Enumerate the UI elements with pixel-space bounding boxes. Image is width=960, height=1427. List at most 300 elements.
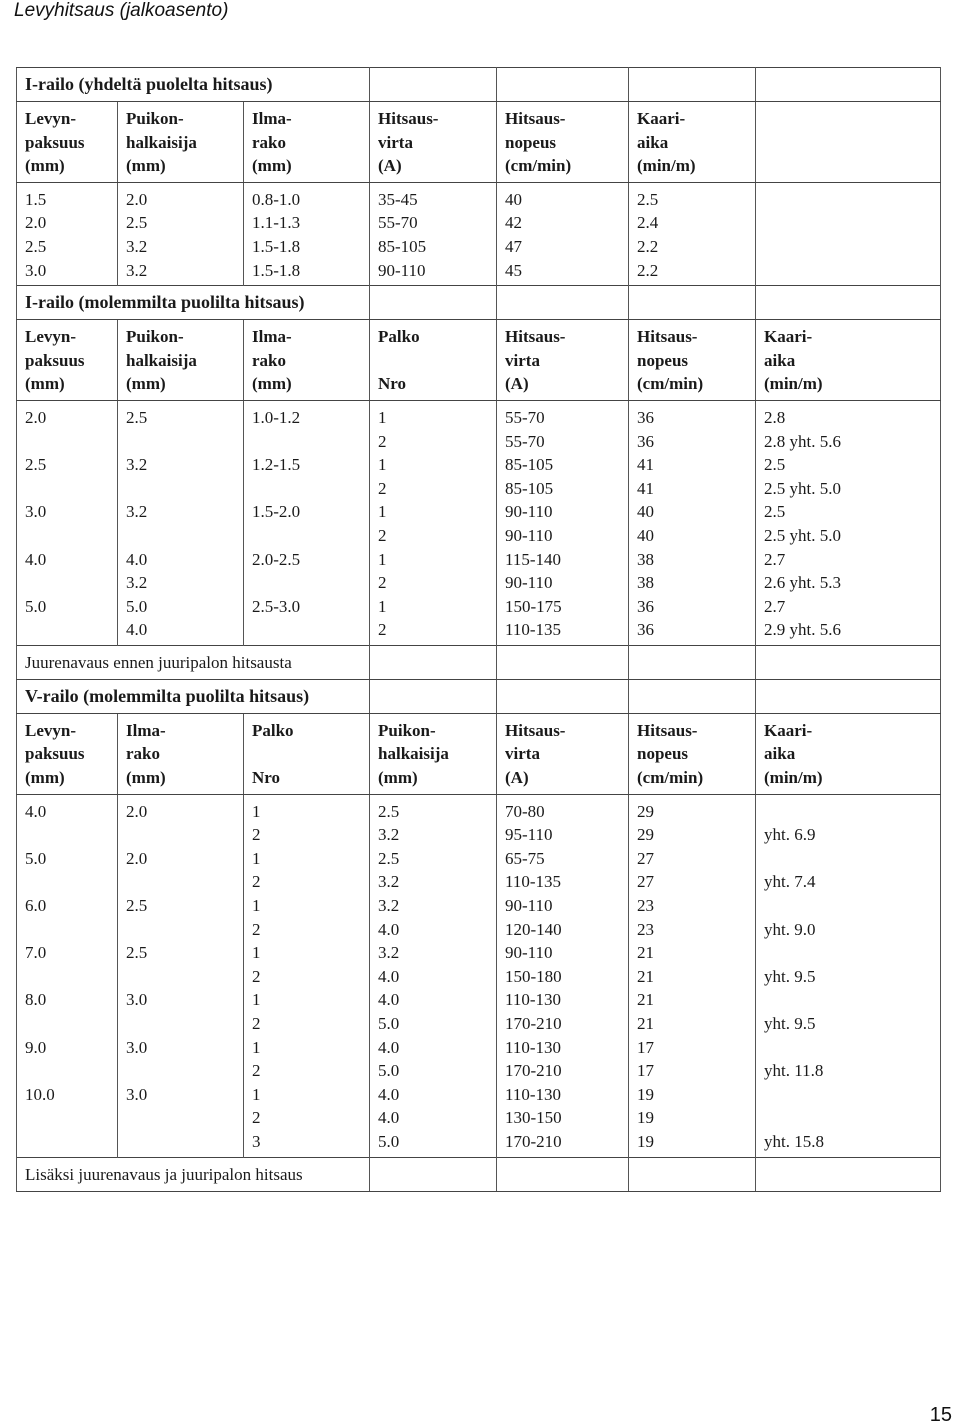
data-cell: 1.5-1.8 bbox=[252, 236, 301, 256]
data-cell: 4.0 bbox=[25, 801, 47, 821]
data-cell bbox=[126, 477, 235, 501]
data-cell: 7.0 bbox=[25, 943, 47, 963]
column-header-line: rako bbox=[252, 350, 286, 370]
page-number: 15 bbox=[929, 1404, 952, 1426]
data-cell: 2.5 bbox=[637, 189, 659, 209]
data-cell: yht. 11.8 bbox=[764, 1061, 824, 1081]
column-header-line: aika bbox=[637, 132, 669, 152]
data-cell bbox=[25, 1130, 109, 1154]
data-cell bbox=[764, 1083, 932, 1107]
data-cell: 23 bbox=[637, 896, 655, 916]
column-header-line: (min/m) bbox=[637, 156, 696, 176]
column-header-line: Ilma- bbox=[252, 109, 292, 128]
data-cell bbox=[25, 524, 109, 548]
data-cell: 2.9 yht. 5.6 bbox=[764, 620, 841, 640]
data-cell: 70-80 bbox=[505, 801, 545, 821]
data-cell: 1 bbox=[252, 896, 261, 916]
column-header bbox=[118, 320, 244, 401]
data-cell: 1 bbox=[378, 549, 387, 569]
empty-cell bbox=[629, 1157, 756, 1191]
section-note bbox=[17, 1157, 370, 1191]
data-cell: 27 bbox=[637, 872, 655, 892]
data-cell bbox=[126, 1059, 235, 1083]
data-cell: 5.0 bbox=[126, 596, 148, 616]
page-header: Levyhitsaus (jalkoasento) bbox=[14, 0, 229, 21]
data-cell bbox=[764, 1036, 932, 1060]
data-cell: 90-110 bbox=[505, 896, 553, 916]
data-cell: 2.5 bbox=[378, 801, 400, 821]
column-header bbox=[370, 320, 497, 401]
column-header bbox=[629, 713, 756, 794]
column-header-line: Puikon- bbox=[378, 720, 436, 740]
column-header-line: Ilma- bbox=[126, 720, 166, 740]
data-cell: 21 bbox=[637, 1014, 655, 1033]
column-header-line: Puikon- bbox=[126, 327, 184, 347]
data-cell bbox=[252, 477, 361, 501]
data-cell: 42 bbox=[505, 213, 523, 233]
empty-cell bbox=[497, 645, 629, 679]
column-header-line: (A) bbox=[505, 374, 529, 394]
data-cell: 36 bbox=[637, 431, 655, 451]
data-cell bbox=[764, 941, 932, 965]
data-cell: 2.5 bbox=[378, 848, 400, 868]
data-cell: 2 bbox=[252, 966, 261, 986]
data-cell bbox=[764, 188, 932, 212]
section-note-row bbox=[17, 1157, 941, 1191]
column-header-line: Levyn- bbox=[25, 720, 76, 740]
data-cell: 2.7 bbox=[764, 596, 786, 616]
data-cell bbox=[764, 235, 932, 259]
data-cell: 2.5-3.0 bbox=[252, 596, 301, 616]
column-header bbox=[629, 102, 756, 183]
column-header-line: Puikon- bbox=[126, 109, 184, 128]
data-cell: 1 bbox=[252, 1084, 261, 1104]
data-cell: 3.2 bbox=[378, 872, 400, 892]
data-cell: 90-110 bbox=[505, 502, 553, 522]
data-row bbox=[17, 182, 941, 285]
column-header-line: virta bbox=[505, 744, 540, 764]
column-header-line: rako bbox=[126, 744, 160, 764]
data-cell bbox=[764, 847, 932, 871]
empty-cell bbox=[629, 68, 756, 102]
data-cell: 2.2 bbox=[637, 236, 659, 256]
data-cell: 21 bbox=[637, 990, 655, 1010]
data-cell bbox=[252, 571, 361, 595]
data-cell: 170-210 bbox=[505, 1061, 562, 1081]
column-header-line: Hitsaus- bbox=[637, 327, 698, 347]
data-cell: 90-110 bbox=[505, 943, 553, 963]
column-header-line: aika bbox=[764, 350, 796, 370]
column-header bbox=[370, 713, 497, 794]
data-cell: 1 bbox=[252, 801, 261, 821]
column-header bbox=[497, 102, 629, 183]
data-cell bbox=[764, 259, 932, 283]
column-header-line: halkaisija bbox=[126, 350, 197, 370]
column-header-line: Hitsaus- bbox=[378, 109, 439, 128]
data-cell: 130-150 bbox=[505, 1108, 562, 1128]
column-header bbox=[118, 102, 244, 183]
section-note-text: Lisäksi juurenavaus ja juuripalon hitsaus bbox=[25, 1164, 303, 1184]
data-cell: 2 bbox=[378, 478, 387, 498]
column-header-line: paksuus bbox=[25, 132, 85, 152]
data-cell: 1.2-1.5 bbox=[252, 455, 301, 475]
data-cell bbox=[126, 1106, 235, 1130]
data-column bbox=[244, 400, 370, 645]
data-cell: 2.5 bbox=[126, 896, 148, 916]
data-cell bbox=[764, 894, 932, 918]
data-row bbox=[17, 400, 941, 645]
data-cell: 1 bbox=[252, 943, 261, 963]
data-column bbox=[244, 182, 370, 285]
data-cell: yht. 9.0 bbox=[764, 919, 816, 939]
data-cell bbox=[126, 823, 235, 847]
data-cell: 3.0 bbox=[25, 502, 47, 522]
data-cell: 36 bbox=[637, 407, 655, 427]
data-cell: 19 bbox=[637, 1131, 655, 1151]
column-header bbox=[756, 713, 941, 794]
data-cell: 19 bbox=[637, 1084, 655, 1104]
column-header-line: Nro bbox=[378, 374, 407, 394]
data-cell: 2.5 bbox=[126, 943, 148, 963]
data-cell: 3.2 bbox=[126, 236, 148, 256]
data-cell bbox=[126, 1012, 235, 1036]
data-cell: 2 bbox=[252, 919, 261, 939]
column-header-line: Nro bbox=[252, 768, 281, 788]
column-header-line bbox=[252, 742, 361, 766]
column-header bbox=[17, 713, 118, 794]
data-cell bbox=[25, 870, 109, 894]
data-cell: 1.5-1.8 bbox=[252, 260, 301, 280]
data-cell: 21 bbox=[637, 943, 655, 963]
column-header-line: (cm/min) bbox=[637, 768, 704, 788]
data-cell: 2.5 bbox=[25, 455, 47, 475]
data-cell: 40 bbox=[505, 189, 523, 209]
data-cell bbox=[25, 965, 109, 989]
data-cell: 1 bbox=[378, 455, 387, 475]
data-column bbox=[244, 794, 370, 1157]
data-column bbox=[17, 182, 118, 285]
data-cell bbox=[126, 430, 235, 454]
empty-cell bbox=[756, 1157, 941, 1191]
column-header-line: Kaari- bbox=[764, 720, 813, 740]
data-column bbox=[497, 182, 629, 285]
column-header-line bbox=[764, 131, 932, 155]
column-header bbox=[497, 320, 629, 401]
data-cell: 2.5 bbox=[25, 236, 47, 256]
data-cell: 19 bbox=[637, 1108, 655, 1128]
data-cell: 2.5 bbox=[126, 213, 148, 233]
data-cell: 2.0 bbox=[25, 213, 47, 233]
data-cell: 2 bbox=[378, 431, 387, 451]
data-cell: 1 bbox=[252, 1037, 261, 1057]
data-cell: 8.0 bbox=[25, 990, 47, 1010]
empty-cell bbox=[629, 645, 756, 679]
data-cell: 2.4 bbox=[637, 213, 659, 233]
column-header-line: Hitsaus- bbox=[505, 327, 566, 347]
data-column bbox=[370, 794, 497, 1157]
data-column bbox=[629, 794, 756, 1157]
column-header-line: halkaisija bbox=[378, 744, 449, 764]
empty-cell bbox=[497, 679, 629, 713]
data-cell: 115-140 bbox=[505, 549, 562, 569]
column-header-line: (cm/min) bbox=[505, 156, 572, 176]
data-cell: 1 bbox=[378, 407, 387, 427]
data-cell: 4.0 bbox=[126, 620, 148, 640]
column-header bbox=[118, 713, 244, 794]
data-cell bbox=[126, 524, 235, 548]
data-cell bbox=[126, 918, 235, 942]
data-cell: 4.0 bbox=[378, 1037, 400, 1057]
data-column bbox=[629, 400, 756, 645]
empty-cell bbox=[497, 1157, 629, 1191]
data-cell bbox=[126, 1130, 235, 1154]
data-column bbox=[756, 794, 941, 1157]
data-cell: 110-130 bbox=[505, 1084, 562, 1104]
data-cell: 2.0 bbox=[126, 189, 148, 209]
data-cell: 4.0 bbox=[25, 549, 47, 569]
data-cell: 2.5 yht. 5.0 bbox=[764, 478, 841, 498]
data-cell bbox=[252, 524, 361, 548]
column-header-line: Levyn- bbox=[25, 109, 76, 128]
column-header-line bbox=[378, 349, 488, 373]
empty-cell bbox=[629, 286, 756, 320]
data-cell: 90-110 bbox=[378, 260, 426, 280]
data-cell: 17 bbox=[637, 1061, 655, 1081]
data-cell: 2.0-2.5 bbox=[252, 549, 301, 569]
data-cell bbox=[25, 477, 109, 501]
data-cell: 1 bbox=[252, 848, 261, 868]
data-cell: 2.5 bbox=[764, 502, 786, 522]
data-cell: 0.8-1.0 bbox=[252, 189, 301, 209]
data-cell: 2 bbox=[252, 1108, 261, 1128]
data-cell: yht. 9.5 bbox=[764, 1014, 816, 1033]
data-cell: 110-135 bbox=[505, 872, 562, 892]
data-cell: 21 bbox=[637, 966, 655, 986]
data-cell: 5.0 bbox=[378, 1061, 400, 1081]
column-header-line: (mm) bbox=[126, 374, 166, 394]
data-cell bbox=[25, 618, 109, 642]
data-cell: 40 bbox=[637, 525, 655, 545]
welding-table bbox=[16, 67, 941, 1192]
column-header-line: paksuus bbox=[25, 744, 85, 764]
data-cell: 36 bbox=[637, 620, 655, 640]
data-cell: 5.0 bbox=[378, 1014, 400, 1033]
data-cell: 3.0 bbox=[126, 1037, 148, 1057]
data-cell: 65-75 bbox=[505, 848, 545, 868]
empty-cell bbox=[756, 679, 941, 713]
data-cell: 2 bbox=[378, 620, 387, 640]
data-cell: 1 bbox=[378, 596, 387, 616]
data-cell: 3.0 bbox=[25, 260, 47, 280]
section-note-row bbox=[17, 645, 941, 679]
column-header-line: Ilma- bbox=[252, 327, 292, 347]
data-cell: 1.5 bbox=[25, 189, 47, 209]
column-header-line: aika bbox=[764, 744, 796, 764]
column-header bbox=[17, 102, 118, 183]
data-cell: 2.0 bbox=[126, 801, 148, 821]
section-note bbox=[17, 645, 370, 679]
section-title-text: V-railo (molemmilta puolilta hitsaus) bbox=[25, 685, 310, 706]
column-header-line: Levyn- bbox=[25, 327, 76, 347]
column-header-line: (mm) bbox=[126, 768, 166, 788]
data-cell: 4.0 bbox=[378, 1084, 400, 1104]
column-header-line: (mm) bbox=[25, 768, 65, 788]
data-cell: 3.0 bbox=[126, 990, 148, 1010]
section-title-text: I-railo (molemmilta puolilta hitsaus) bbox=[25, 292, 305, 313]
column-header-line bbox=[764, 107, 932, 131]
data-cell bbox=[764, 988, 932, 1012]
data-cell: 4.0 bbox=[378, 990, 400, 1010]
empty-cell bbox=[497, 68, 629, 102]
data-cell: 85-105 bbox=[505, 478, 554, 498]
column-header bbox=[370, 102, 497, 183]
data-cell: 85-105 bbox=[378, 236, 427, 256]
data-column bbox=[118, 794, 244, 1157]
column-header-line: Kaari- bbox=[764, 327, 813, 347]
data-cell: 29 bbox=[637, 801, 655, 821]
data-cell: yht. 9.5 bbox=[764, 966, 816, 986]
data-cell: 1.1-1.3 bbox=[252, 213, 301, 233]
data-column bbox=[118, 182, 244, 285]
data-cell: 110-135 bbox=[505, 620, 562, 640]
data-cell bbox=[764, 800, 932, 824]
data-cell: 38 bbox=[637, 549, 655, 569]
column-header-line: Hitsaus- bbox=[505, 109, 566, 128]
empty-cell bbox=[756, 645, 941, 679]
data-cell: 2.5 yht. 5.0 bbox=[764, 525, 841, 545]
data-cell: 3.2 bbox=[126, 455, 148, 475]
data-cell: 55-70 bbox=[505, 431, 545, 451]
data-cell: 5.0 bbox=[25, 848, 47, 868]
data-cell: 95-110 bbox=[505, 825, 553, 845]
data-cell: yht. 6.9 bbox=[764, 825, 816, 845]
data-column bbox=[17, 794, 118, 1157]
data-cell: 2.0 bbox=[126, 848, 148, 868]
data-column bbox=[497, 794, 629, 1157]
column-header bbox=[497, 713, 629, 794]
data-cell: 2.7 bbox=[764, 549, 786, 569]
data-column bbox=[756, 182, 941, 285]
column-header-line: halkaisija bbox=[126, 132, 197, 152]
column-header-line: (A) bbox=[378, 156, 402, 176]
data-cell: 3.0 bbox=[126, 1084, 148, 1104]
column-header-line: (min/m) bbox=[764, 374, 823, 394]
empty-cell bbox=[370, 286, 497, 320]
data-cell: 5.0 bbox=[378, 1131, 400, 1151]
column-header-line: (A) bbox=[505, 768, 529, 788]
data-cell bbox=[25, 823, 109, 847]
column-header-line: paksuus bbox=[25, 350, 85, 370]
data-cell: 17 bbox=[637, 1037, 655, 1057]
data-cell: 6.0 bbox=[25, 896, 47, 916]
data-cell bbox=[25, 1106, 109, 1130]
data-cell: 55-70 bbox=[378, 213, 418, 233]
data-cell: 3.2 bbox=[378, 943, 400, 963]
column-header-line: virta bbox=[378, 132, 413, 152]
data-cell bbox=[252, 618, 361, 642]
data-cell: 1.5-2.0 bbox=[252, 502, 301, 522]
section-title bbox=[17, 286, 370, 320]
data-row bbox=[17, 794, 941, 1157]
column-header-line: (mm) bbox=[252, 156, 292, 176]
section-title-row bbox=[17, 286, 941, 320]
data-cell: 9.0 bbox=[25, 1037, 47, 1057]
empty-cell bbox=[497, 286, 629, 320]
section-title bbox=[17, 68, 370, 102]
data-cell: 2 bbox=[378, 573, 387, 593]
empty-cell bbox=[756, 286, 941, 320]
column-header-line: rako bbox=[252, 132, 286, 152]
section-title-row bbox=[17, 679, 941, 713]
data-cell: 110-130 bbox=[505, 1037, 562, 1057]
data-cell: 90-110 bbox=[505, 525, 553, 545]
data-cell: 120-140 bbox=[505, 919, 562, 939]
section-note-text: Juurenavaus ennen juuripalon hitsausta bbox=[25, 652, 292, 672]
data-column bbox=[756, 400, 941, 645]
data-cell: 150-180 bbox=[505, 966, 562, 986]
data-cell: 150-175 bbox=[505, 596, 562, 616]
data-column bbox=[118, 400, 244, 645]
data-cell bbox=[252, 430, 361, 454]
data-cell: 2 bbox=[378, 525, 387, 545]
empty-cell bbox=[370, 68, 497, 102]
data-cell: 3 bbox=[252, 1131, 261, 1151]
data-column bbox=[17, 400, 118, 645]
data-cell: 85-105 bbox=[505, 455, 554, 475]
data-cell: 1.0-1.2 bbox=[252, 407, 301, 427]
column-header bbox=[629, 320, 756, 401]
data-cell bbox=[764, 211, 932, 235]
column-header-line: Palko bbox=[378, 327, 420, 347]
data-cell: 29 bbox=[637, 825, 655, 845]
data-cell: 3.2 bbox=[126, 573, 148, 593]
data-cell bbox=[25, 430, 109, 454]
data-column bbox=[497, 400, 629, 645]
column-header bbox=[756, 320, 941, 401]
data-cell: 2.0 bbox=[25, 407, 47, 427]
empty-cell bbox=[370, 1157, 497, 1191]
data-column bbox=[629, 182, 756, 285]
column-header-line: (min/m) bbox=[764, 768, 823, 788]
column-header-line: nopeus bbox=[637, 350, 689, 370]
column-header-row bbox=[17, 102, 941, 183]
data-cell bbox=[126, 870, 235, 894]
data-column bbox=[370, 400, 497, 645]
data-cell bbox=[25, 571, 109, 595]
data-cell: 3.2 bbox=[378, 825, 400, 845]
column-header bbox=[244, 713, 370, 794]
column-header-line: nopeus bbox=[637, 744, 689, 764]
column-header-line: (mm) bbox=[252, 374, 292, 394]
column-header-line: (cm/min) bbox=[637, 374, 704, 394]
data-cell: 3.2 bbox=[378, 896, 400, 916]
data-cell: 40 bbox=[637, 502, 655, 522]
data-cell: 27 bbox=[637, 848, 655, 868]
data-cell: 2.6 yht. 5.3 bbox=[764, 573, 841, 593]
column-header-line: Kaari- bbox=[637, 109, 686, 128]
data-cell: 170-210 bbox=[505, 1014, 562, 1033]
data-cell: 170-210 bbox=[505, 1131, 562, 1151]
data-cell: 3.2 bbox=[126, 502, 148, 522]
data-cell: 2 bbox=[252, 1014, 261, 1033]
column-header-line: virta bbox=[505, 350, 540, 370]
data-cell bbox=[126, 965, 235, 989]
empty-cell bbox=[370, 645, 497, 679]
data-cell: 55-70 bbox=[505, 407, 545, 427]
data-cell: 38 bbox=[637, 573, 655, 593]
column-header-row bbox=[17, 320, 941, 401]
empty-cell bbox=[629, 679, 756, 713]
